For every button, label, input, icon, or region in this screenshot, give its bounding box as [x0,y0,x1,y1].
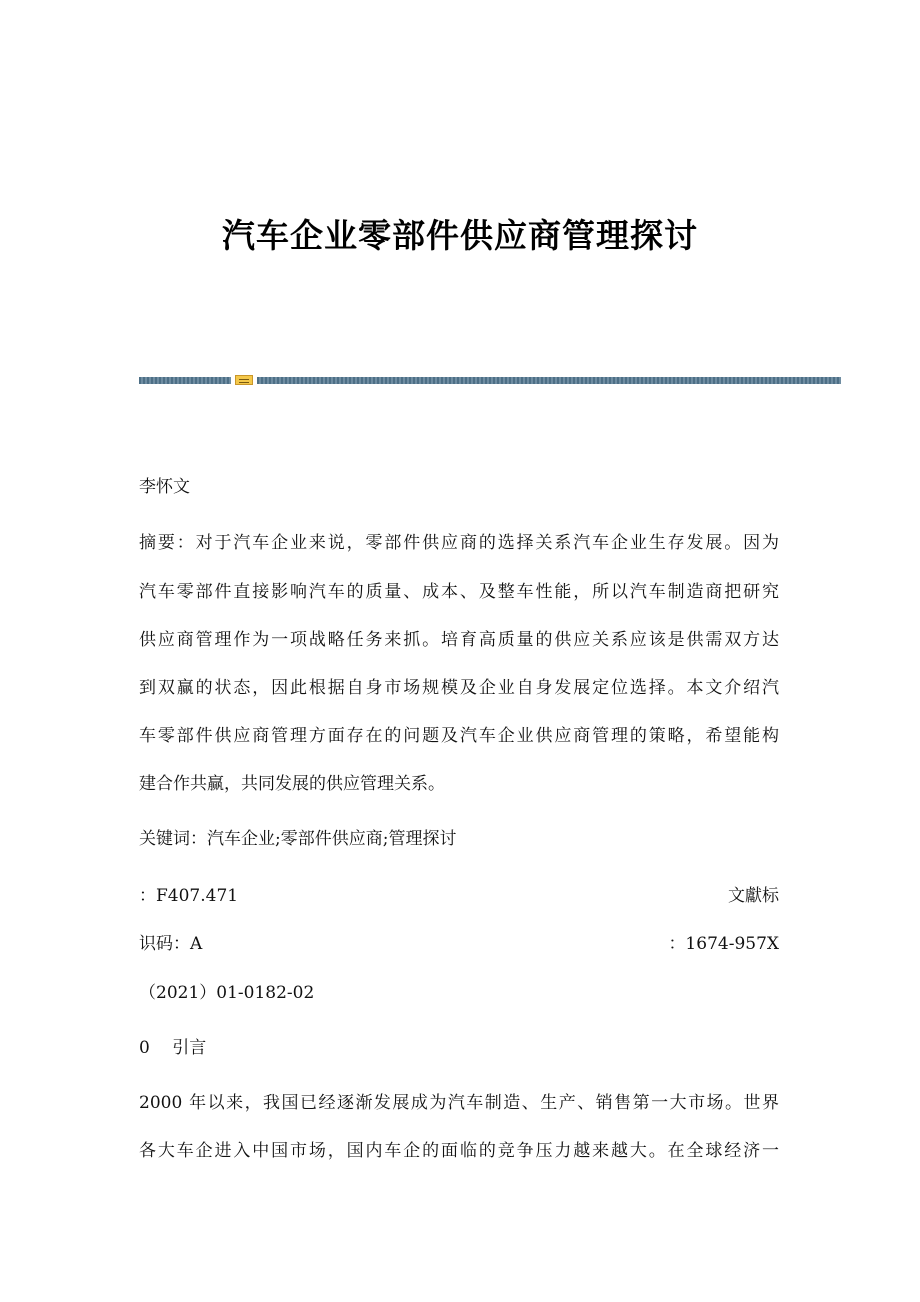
keywords: 关键词：汽车企业;零部件供应商;管理探讨 [139,829,457,849]
section-heading: 0 引言 [139,1038,207,1058]
body-line: 2000 年以来，我国已经逐渐发展成为汽车制造、生产、销售第一大市场。世界 [139,1093,779,1113]
body-line: 各大车企进入中国市场，国内车企的面临的竞争压力越来越大。在全球经济一 [139,1141,779,1161]
divider-bar-right [257,377,841,384]
article-number: （2021）01-0182-02 [139,983,315,1003]
issn-number: ：1674-957X [668,934,779,954]
divider-bar-left [139,377,231,384]
divider-ornament-icon [235,375,253,385]
title-divider [139,375,841,385]
abstract-line: 汽车零部件直接影响汽车的质量、成本、及整车性能，所以汽车制造商把研究 [139,582,779,602]
document-title: 汽车企业零部件供应商管理探讨 [222,216,698,255]
document-id-label: 文獻标 [728,886,779,906]
author-name: 李怀文 [139,477,190,497]
document-code: 识码：A [139,934,203,954]
abstract-line: 供应商管理作为一项战略任务来抓。培育高质量的供应关系应该是供需双方达 [139,630,779,650]
abstract-line: 车零部件供应商管理方面存在的问题及汽车企业供应商管理的策略，希望能构 [139,726,779,746]
abstract-line: 到双赢的状态，因此根据自身市场规模及企业自身发展定位选择。本文介绍汽 [139,678,779,698]
abstract-line: 摘要：对于汽车企业来说，零部件供应商的选择关系汽车企业生存发展。因为 [139,533,779,553]
abstract-line: 建合作共赢，共同发展的供应管理关系。 [139,774,445,794]
clc-number: ：F407.471 [139,886,239,906]
